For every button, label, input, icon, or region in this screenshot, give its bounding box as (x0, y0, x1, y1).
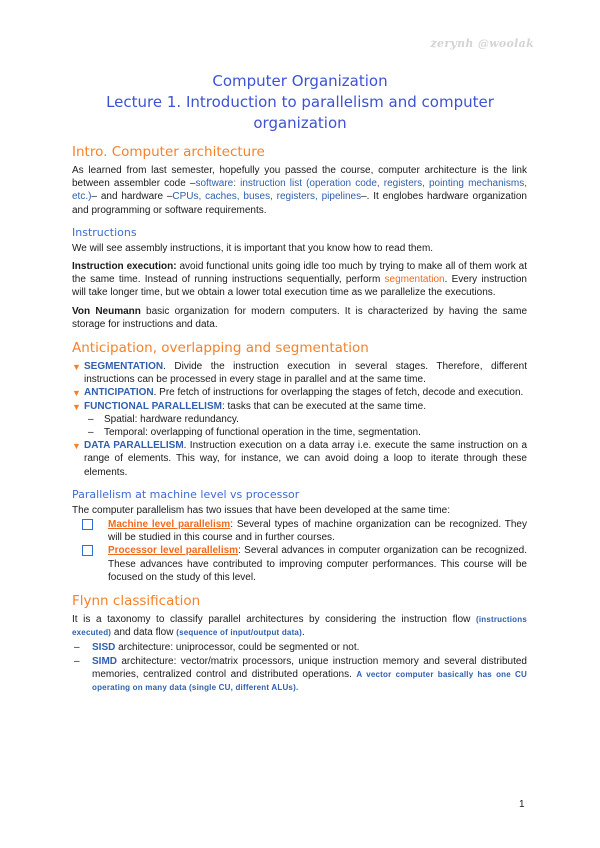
list-item-keyword: ANTICIPATION (84, 387, 154, 399)
heading-flynn: Flynn classification (72, 593, 201, 610)
list-item-text: architecture: uniprocessor, could be segmented or not. (115, 642, 360, 654)
list-item-keyword: Processor level parallelism (108, 545, 239, 557)
heading-anticipation: Anticipation, overlapping and segmentation (72, 340, 369, 357)
sublist-item (88, 413, 527, 426)
heading-parallelism: Parallelism at machine level vs processor (72, 487, 300, 501)
instr-exec-text-a: avoid functional units going idle too much by trying to make all of them work at the same time. Instead of running instructions sequentially, perform (72, 261, 528, 286)
instructions-paragraph-3 (72, 305, 527, 331)
list-item-text: : tasks that can be executed at the same time. (221, 400, 426, 412)
list-item-text: architecture: vector/matrix processors, unique instruction memory and several distributed memories, centralized control and distributed operations. (92, 655, 527, 680)
instruction-execution-term: Instruction execution: (72, 261, 177, 273)
watermark: zerynh @woolak (430, 37, 534, 50)
software-text: software: instruction list (operation code, registers, pointing mechanisms, etc.) (72, 178, 527, 203)
list-item-text: . Instruction execution on a data array i.e. execute the same instruction on a range of elements. This way, for instance, we can avoid doing a loop to iterate through these elements. (84, 440, 528, 478)
section-flynn (72, 593, 527, 694)
list-item (72, 400, 527, 440)
list-item (82, 544, 527, 584)
flynn-text-b: and data flow (111, 627, 177, 639)
list-item-text: : Several advances in computer organization can be recognized. These advances have contributed to improving computer performances. This course will be focused on the study of this level. (108, 545, 527, 583)
dash-bullet: – (74, 642, 80, 654)
list-item-text: . Divide the instruction execution in several stages. Therefore, different instructions can be processed in every stage in parallel and at the same time. (84, 361, 527, 386)
instructions-paragraph-1: We will see assembly instructions, it is important that you know how to read them. (72, 242, 434, 254)
triangle-down-icon: ▼ (72, 388, 81, 399)
triangle-down-icon: ▼ (72, 441, 81, 452)
list-item (72, 655, 527, 695)
intro-text-a: As learned from last semester, hopefully you passed the course, computer architecture is the link between assembler code – (72, 165, 527, 190)
section-anticipation (72, 340, 527, 479)
sublist-item-text: Spatial: hardware redundancy. (104, 413, 239, 425)
instr-exec-text-b: . Every instruction will take longer time, but we obtain a lower total execution time as we parallelize the executions. (72, 274, 527, 299)
flynn-text-a: It is a taxonomy to classify parallel architectures by considering the instruction flow (72, 614, 476, 626)
von-neumann-text: basic organization for modern computers. It is characterized by having the same storage for instructions and data. (72, 305, 528, 330)
list-item-keyword: SISD (92, 642, 116, 654)
page-content (72, 144, 527, 703)
section-intro (72, 144, 527, 217)
checkbox-icon (82, 519, 93, 530)
list-item (72, 641, 527, 654)
triangle-down-icon: ▼ (72, 401, 81, 412)
section-parallelism (72, 488, 527, 584)
segmentation-term: segmentation (384, 274, 445, 286)
sublist-item-text: Temporal: overlapping of functional operation in the time, segmentation. (104, 427, 421, 439)
anticipation-list (72, 360, 527, 479)
flynn-list (72, 641, 527, 694)
dash-bullet: – (88, 413, 94, 425)
heading-intro: Intro. Computer architecture (72, 144, 265, 160)
list-item-keyword: SEGMENTATION (84, 361, 164, 373)
intro-text-c: –. It englobes hardware organization and programming or software requirements. (72, 191, 527, 216)
title-line-3: organization (253, 114, 347, 132)
instructions-paragraph-2 (72, 260, 527, 300)
intro-paragraph (72, 164, 527, 217)
list-item (72, 386, 527, 399)
list-item-keyword: Machine level parallelism (108, 519, 231, 531)
simd-note: A vector computer basically has one CU operating on many data (single CU, different ALUs). (92, 669, 527, 693)
list-item-keyword: FUNCTIONAL PARALLELISM (84, 400, 222, 412)
page-title (60, 71, 540, 134)
triangle-down-icon: ▼ (72, 362, 81, 373)
section-instructions (72, 226, 527, 331)
sublist-item (88, 426, 527, 439)
list-item (72, 439, 527, 479)
list-item-keyword: SIMD (92, 655, 117, 667)
heading-instructions: Instructions (72, 225, 137, 239)
flynn-text-c: . (301, 627, 305, 639)
hardware-text: CPUs, caches, buses, registers, pipelines (172, 191, 362, 203)
intro-text-b: – and hardware – (91, 191, 173, 203)
title-line-1: Computer Organization (212, 72, 388, 90)
von-neumann-term: Von Neumann (72, 305, 141, 317)
functional-parallelism-sublist (84, 413, 527, 439)
dash-bullet: – (74, 655, 80, 667)
dash-bullet: – (88, 427, 94, 439)
parallelism-list (72, 518, 527, 584)
page-number: 1 (519, 799, 525, 810)
flynn-note-instructions: (instructions executed) (72, 615, 527, 638)
list-item (72, 360, 527, 386)
flynn-note-data: (sequence of input/output data) (176, 628, 302, 638)
list-item-text: . Pre fetch of instructions for overlapping the stages of fetch, decode and execution. (153, 387, 524, 399)
list-item (82, 518, 527, 544)
list-item-text: : Several types of machine organization can be recognized. They will be studied in this course and in further courses. (108, 519, 527, 544)
checkbox-icon (82, 545, 93, 556)
parallelism-intro: The computer parallelism has two issues that have been developed at the same time: (72, 504, 450, 516)
list-item-keyword: DATA PARALLELISM (84, 440, 184, 452)
flynn-paragraph (72, 613, 527, 639)
title-line-2: Lecture 1. Introduction to parallelism and computer (106, 93, 494, 111)
